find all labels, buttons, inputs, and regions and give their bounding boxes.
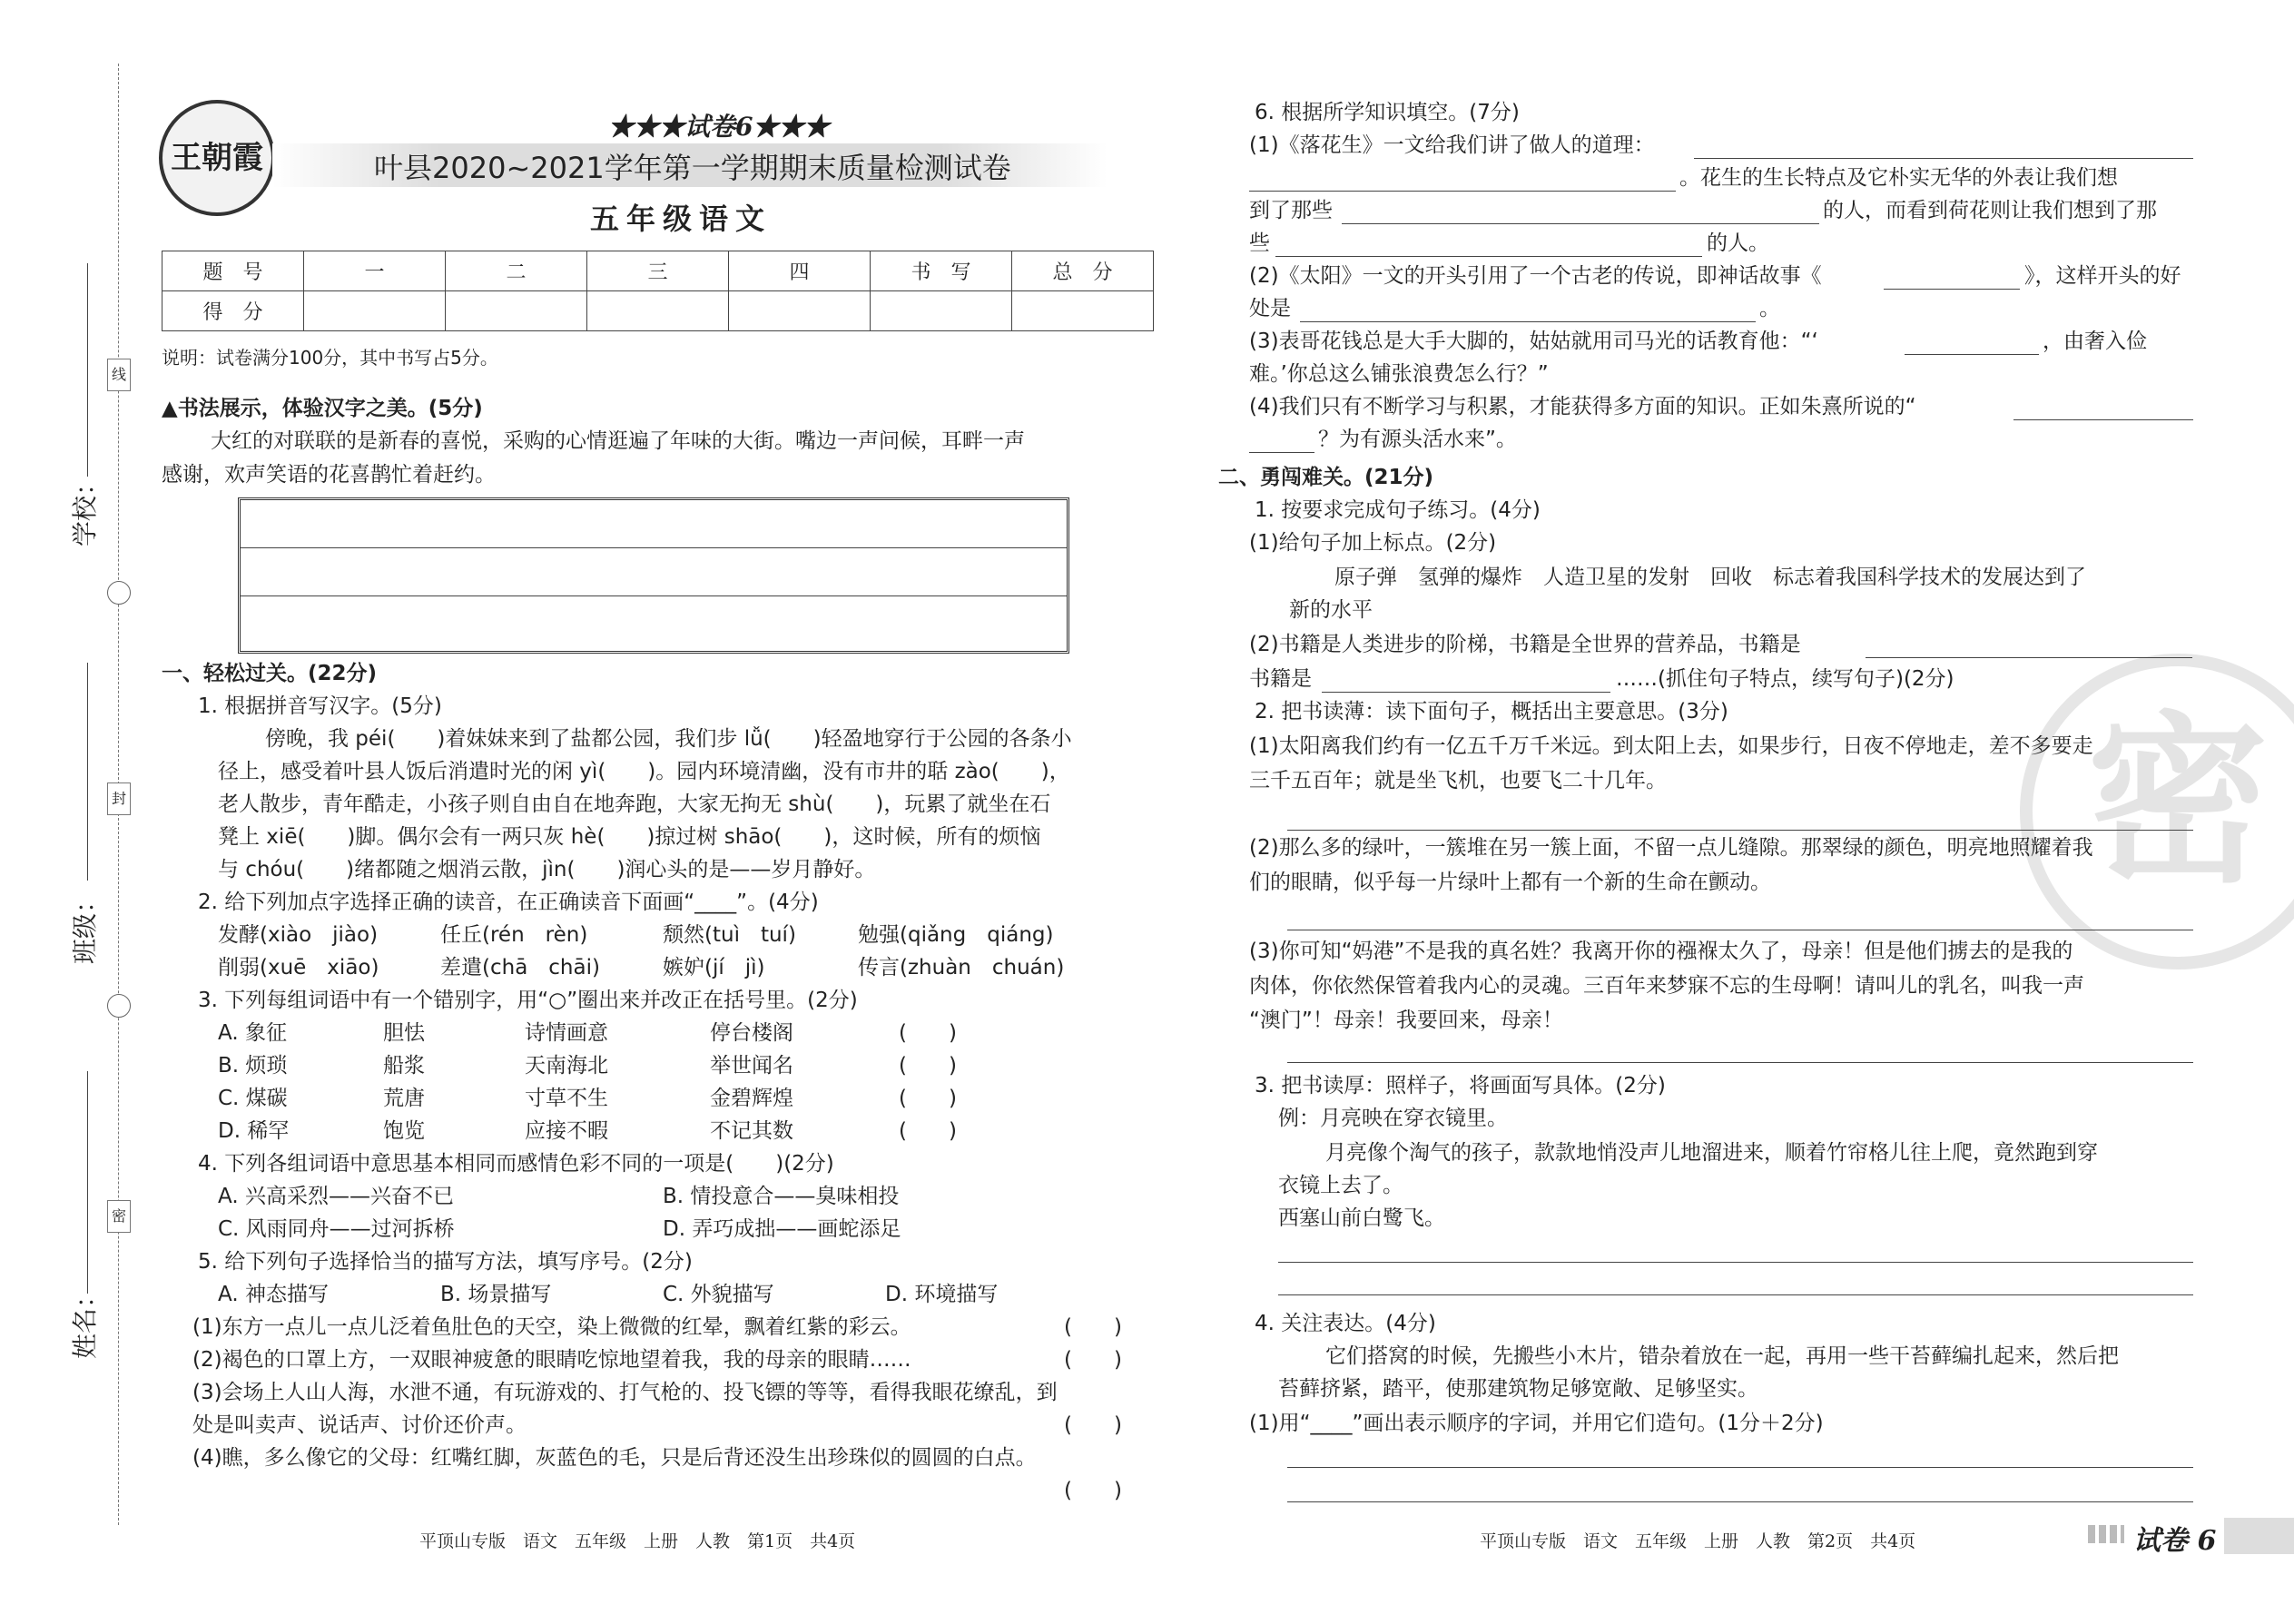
r3-text: 例：月亮映在穿衣镜里。 (1278, 1107, 1508, 1130)
q2-option: 颓然(tuì tuí) (663, 923, 796, 947)
score-row-label: 得 分 (162, 291, 304, 331)
q6-text: 。 (1759, 297, 1780, 320)
q3-cell: A. 象征 (218, 1021, 287, 1045)
q3-answer[interactable]: ( ) (899, 1021, 957, 1045)
binding-mark-secret: 密 (107, 1200, 131, 1233)
q2-option: 差遣(chā chāi) (440, 956, 600, 979)
footer-tab (2224, 1518, 2294, 1554)
q6-text: 些 (1249, 231, 1270, 255)
q6-text: (4)我们只有不断学习与积累，才能获得多方面的知识。正如朱熹所说的“ (1249, 395, 1916, 418)
q6-blank[interactable] (1694, 136, 2193, 159)
q5-answer[interactable]: ( ) (1064, 1315, 1122, 1339)
score-cell[interactable] (587, 291, 729, 331)
r3-answer-line[interactable] (1278, 1240, 2193, 1263)
r3-text: 衣镜上去了。 (1278, 1174, 1403, 1197)
q5-sentence: (2)褐色的口罩上方，一双眼神疲惫的眼睛吃惊地望着我，我的母亲的眼睛…… (192, 1348, 911, 1372)
q6-text: ，由奢入俭 (2043, 330, 2147, 353)
score-table (162, 251, 1154, 331)
q6-text: (3)表哥花钱总是大手大脚的，姑姑就用司马光的话教育他：“‘ (1249, 330, 1818, 353)
paper-tag: 试卷 6 (2133, 1525, 2217, 1557)
name-label: 姓名： (70, 1282, 101, 1360)
q4-option: C. 风雨同舟——过河拆桥 (218, 1217, 455, 1241)
calligraphy-title: ▲书法展示，体验汉字之美。(5分) (162, 397, 483, 420)
question-1: 1. 根据拼音写汉字。(5分) (198, 694, 442, 718)
r2-text: “澳门”！母亲！我要回来，母亲！ (1249, 1009, 1563, 1032)
section2-title: 二、勇闯难关。(21分) (1218, 466, 1434, 489)
q6-text: 的人。 (1707, 231, 1769, 255)
exam-title: 叶县2020~2021学年第一学期期末质量检测试卷 (374, 151, 1011, 185)
q3-answer[interactable]: ( ) (899, 1054, 957, 1078)
question-6: 6. 根据所学知识填空。(7分) (1255, 101, 1520, 124)
r1-blank[interactable] (1322, 670, 1610, 693)
q6-blank[interactable] (1300, 300, 1756, 322)
q6-blank[interactable] (1342, 202, 1819, 224)
r2-text: 肉体，你依然保管着我内心的灵魂。三百年来梦寐不忘的生母啊！请叫儿的乳名，叫我一声 (1249, 974, 2084, 998)
r2-answer-line[interactable] (1287, 1040, 2193, 1063)
exam-note: 说明：试卷满分100分，其中书写占5分。 (162, 347, 498, 369)
score-header-cell: 三 (587, 251, 729, 291)
q6-text: (2)《太阳》一文的开头引用了一个古老的传说，即神话故事《 (1249, 264, 1822, 288)
r1-sentence: 原子弹 氢弹的爆炸 人造卫星的发射 回收 标志着我国科学技术的发展达到了 (1334, 566, 2086, 589)
q1-passage: 老人散步，青年酷走，小孩子则自由自在地奔跑，大家无拘无 shù( )，玩累了就坐在石 (218, 792, 1051, 816)
calligraphy-text: 感谢，欢声笑语的花喜鹊忙着赶约。 (162, 463, 496, 487)
q3-cell: 金碧辉煌 (710, 1087, 793, 1110)
score-header-cell: 书 写 (871, 251, 1012, 291)
q3-cell: 船浆 (383, 1054, 425, 1078)
q6-text: 的人，而看到荷花则让我们想到了那 (1823, 199, 2157, 222)
r4-answer-line[interactable] (1287, 1480, 2193, 1502)
binding-hole-icon (107, 581, 131, 605)
r3-answer-line[interactable] (1278, 1273, 2193, 1295)
q3-cell: D. 稀罕 (218, 1119, 290, 1143)
brand-logo: 王朝霞 (159, 100, 275, 216)
q6-text: 到了那些 (1249, 199, 1333, 222)
q5-sentence: (4)瞧，多么像它的父母：红嘴红脚，灰蓝色的毛，只是后背还没生出珍珠似的圆圆的白点。 (192, 1446, 1037, 1470)
q3-cell: 停台楼阁 (710, 1021, 793, 1045)
section1-title: 一、轻松过关。(22分) (162, 662, 378, 685)
q3-cell: 胆怯 (383, 1021, 425, 1045)
q6-blank[interactable] (1884, 267, 2020, 290)
q2-option: 任丘(rén rèn) (440, 923, 588, 947)
question-3: 3. 下列每组词语中有一个错别字，用“○”圈出来并改正在括号里。(2分) (198, 989, 858, 1012)
class-label: 班级： (70, 887, 101, 965)
q3-cell: 荒唐 (383, 1087, 425, 1110)
r2-answer-line[interactable] (1287, 908, 2193, 930)
q6-text: 处是 (1249, 297, 1291, 320)
q3-cell: 诗情画意 (525, 1021, 608, 1045)
q4-option: B. 情投意合——臭味相投 (663, 1185, 900, 1208)
r1-text: (2)书籍是人类进步的阶梯，书籍是全世界的营养品，书籍是 (1249, 633, 1801, 656)
score-header-cell: 题 号 (162, 251, 304, 291)
q2-option: 发酵(xiào jiào) (218, 923, 379, 947)
footer-page2: 平顶山专版 语文 五年级 上册 人教 第2页 共4页 (1480, 1531, 1916, 1551)
r1-text: ……(抓住句子特点，续写句子)(2分) (1616, 667, 1954, 691)
q5-answer[interactable]: ( ) (1064, 1348, 1122, 1372)
secret-watermark: 密 (2020, 654, 2294, 969)
q6-blank[interactable] (1249, 169, 1676, 192)
q5-option: C. 外貌描写 (663, 1283, 774, 1306)
q1-passage: 傍晚，我 péi( )着妹妹来到了盐都公园，我们步 lǚ( )轻盈地穿行于公园的各条小 (265, 727, 1072, 751)
class-blank[interactable] (87, 663, 88, 881)
q4-option: D. 弄巧成拙——画蛇添足 (663, 1217, 901, 1241)
footer-page1: 平顶山专版 语文 五年级 上册 人教 第1页 共4页 (419, 1531, 856, 1551)
question-r1: 1. 按要求完成句子练习。(4分) (1255, 498, 1541, 522)
q6-text: ？为有源头活水来”。 (1318, 428, 1517, 451)
q1-passage: 与 chóu( )绪都随之烟消云散，jìn( )润心头的是——岁月静好。 (218, 858, 876, 881)
q2-option: 传言(zhuàn chuán) (858, 956, 1065, 979)
q6-blank[interactable] (1275, 234, 1702, 257)
q3-answer[interactable]: ( ) (899, 1119, 957, 1143)
r2-text: 们的眼睛，似乎每一片绿叶上都有一个新的生命在颤动。 (1249, 871, 1771, 894)
q3-answer[interactable]: ( ) (899, 1087, 957, 1110)
r1-blank[interactable] (1866, 635, 2192, 658)
score-cell[interactable] (729, 291, 871, 331)
r3-text: 月亮像个淘气的孩子，款款地悄没声儿地溜进来，顺着竹帘格儿往上爬，竟然跑到穿 (1325, 1141, 2098, 1165)
r3-text: 西塞山前白鹭飞。 (1278, 1206, 1445, 1230)
q6-text: (1)《落花生》一文给我们讲了做人的道理： (1249, 133, 1655, 157)
school-label: 学校： (70, 469, 101, 547)
score-header-cell: 一 (304, 251, 446, 291)
r4-text: 苔藓挤紧，踏平，使那建筑物足够宽敞、足够坚实。 (1278, 1377, 1758, 1401)
q5-option: A. 神态描写 (218, 1283, 329, 1306)
q5-answer[interactable]: ( ) (1064, 1413, 1122, 1437)
q5-option: B. 场景描写 (440, 1283, 552, 1306)
q1-passage: 径上，感受着叶县人饭后消遣时光的闲 yì( )。园内环境清幽，没有市井的聒 zào( )， (218, 760, 1070, 783)
binding-mark-line: 线 (107, 359, 131, 391)
q6-text: 。花生的生长特点及它朴实无华的外表让我们想 (1679, 166, 2118, 190)
question-r2: 2. 把书读薄：读下面句子，概括出主要意思。(3分) (1255, 700, 1728, 723)
r1-text: 书籍是 (1249, 667, 1312, 691)
q3-cell: B. 烦琐 (218, 1054, 288, 1078)
q6-text: 难。’你总这么铺张浪费怎么行？” (1249, 362, 1549, 386)
subject-title: 五年级语文 (590, 202, 773, 236)
score-cell[interactable] (446, 291, 587, 331)
score-cell[interactable] (871, 291, 1012, 331)
calligraphy-text: 大红的对联联的是新春的喜悦，采购的心情逛遍了年味的大街。嘴边一声问候，耳畔一声 (211, 429, 1025, 453)
binding-mark-seal: 封 (107, 782, 131, 815)
paper-series: ★★★试卷6★★★ (608, 112, 830, 142)
score-header-cell: 总 分 (1012, 251, 1154, 291)
r4-text: (1)用“____”画出表示顺序的字词，并用它们造句。(1分＋2分) (1249, 1412, 1824, 1435)
r2-answer-line[interactable] (1287, 808, 2193, 831)
q5-answer[interactable]: ( ) (1064, 1479, 1122, 1502)
r1-sentence: 新的水平 (1289, 598, 1373, 622)
name-blank[interactable] (87, 1071, 88, 1294)
q6-blank[interactable] (1905, 332, 2039, 355)
q3-cell: 举世闻名 (710, 1054, 793, 1078)
q5-option: D. 环境描写 (885, 1283, 999, 1306)
binding-hole-icon (107, 994, 131, 1018)
r4-answer-line[interactable] (1287, 1445, 2193, 1468)
r1-text: (1)给句子加上标点。(2分) (1249, 531, 1497, 555)
r2-text: 三千五百年；就是坐飞机，也要飞二十几年。 (1249, 769, 1667, 792)
r4-text: 它们搭窝的时候，先搬些小木片，错杂着放在一起，再用一些干苔藓编扎起来，然后把 (1325, 1344, 2119, 1368)
q2-option: 勉强(qiǎng qiáng) (858, 923, 1054, 947)
school-blank[interactable] (87, 263, 88, 477)
r2-text: (3)你可知“妈港”不是我的真名姓？我离开你的襁褓太久了，母亲！但是他们掳去的是我的 (1249, 940, 2073, 963)
q2-option: 嫉妒(jí jì) (663, 956, 765, 979)
q6-blank[interactable] (1249, 430, 1314, 453)
q5-sentence: (1)东方一点儿一点儿泛着鱼肚色的天空，染上微微的红晕，飘着红紫的彩云。 (192, 1315, 911, 1339)
q3-cell: 饱览 (383, 1119, 425, 1143)
question-2: 2. 给下列加点字选择正确的读音，在正确读音下面画“____”。(4分) (198, 891, 819, 914)
q2-option: 削弱(xuē xiāo) (218, 956, 379, 979)
r2-text: (1)太阳离我们约有一亿五千万千米远。到太阳上去，如果步行，日夜不停地走，差不多要走 (1249, 734, 2093, 758)
q5-sentence: (3)会场上人山人海，水泄不通，有玩游戏的、打气枪的、投飞镖的等等，看得我眼花缭乱，到 (192, 1381, 1058, 1404)
q5-sentence: 处是叫卖声、说话声、讨价还价声。 (192, 1413, 527, 1437)
score-header-cell: 四 (729, 251, 871, 291)
score-header-cell: 二 (446, 251, 587, 291)
q6-blank[interactable] (2013, 398, 2193, 420)
score-cell[interactable] (304, 291, 446, 331)
question-r3: 3. 把书读厚：照样子，将画面写具体。(2分) (1255, 1074, 1666, 1097)
calligraphy-writing-box[interactable] (238, 497, 1069, 654)
q6-text: 》，这样开头的好 (2024, 264, 2181, 288)
q3-cell: 天南海北 (525, 1054, 608, 1078)
r2-text: (2)那么多的绿叶，一簇堆在另一簇上面，不留一点儿缝隙。那翠绿的颜色，明亮地照耀着我 (1249, 836, 2093, 860)
question-4: 4. 下列各组词语中意思基本相同而感情色彩不同的一项是( )(2分) (198, 1152, 834, 1176)
q3-cell: C. 煤碳 (218, 1087, 288, 1110)
score-cell[interactable] (1012, 291, 1154, 331)
q3-cell: 不记其数 (710, 1119, 793, 1143)
question-5: 5. 给下列句子选择恰当的描写方法，填写序号。(2分) (198, 1250, 693, 1274)
q4-option: A. 兴高采烈——兴奋不已 (218, 1185, 454, 1208)
q3-cell: 应接不暇 (525, 1119, 608, 1143)
footer-decoration (2088, 1525, 2124, 1543)
q3-cell: 寸草不生 (525, 1087, 608, 1110)
q1-passage: 凳上 xiē( )脚。偶尔会有一两只灰 hè( )掠过树 shāo( )，这时候，所有的烦恼 (218, 825, 1041, 849)
question-r4: 4. 关注表达。(4分) (1255, 1312, 1436, 1335)
